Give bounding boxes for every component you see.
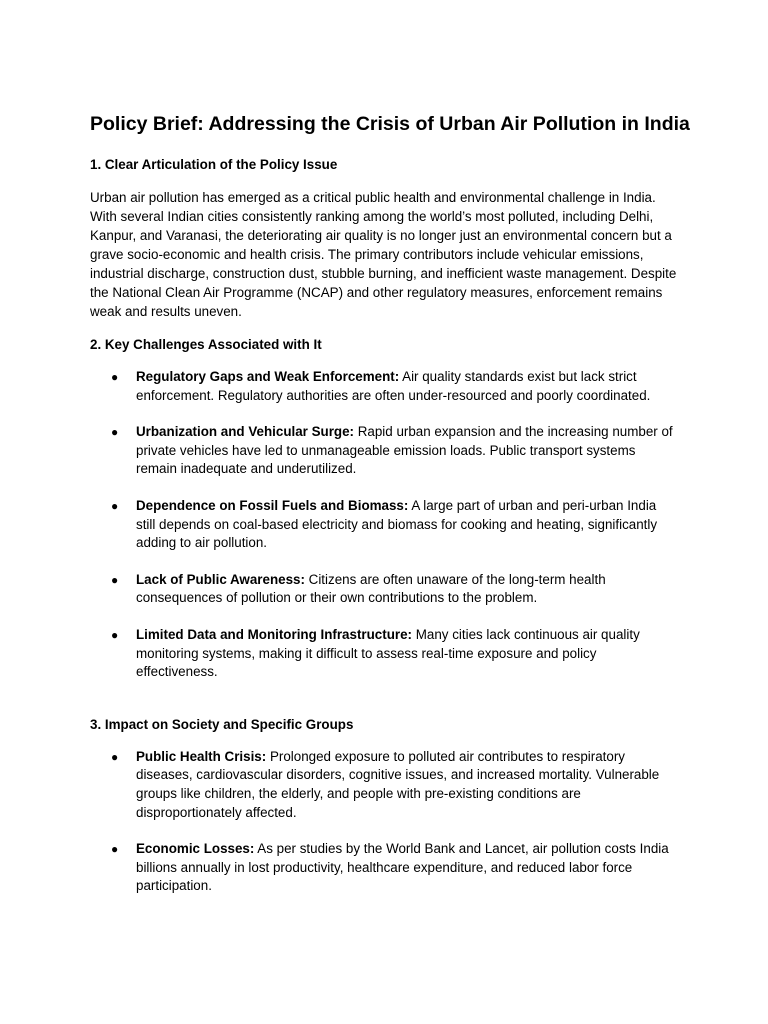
bullet-text: Air quality standards exist but lack strict enforcement. Regulatory authorities are often under-resourced and poorly coordinated. — [136, 369, 651, 403]
section-policy-issue — [90, 156, 678, 321]
bullet-text: As per studies by the World Bank and Lancet, air pollution costs India billions annually in lost productivity, healthcare expenditure, and reduced labor force participation. — [136, 841, 669, 894]
bullet-icon: ● — [111, 749, 119, 764]
bullet-list — [90, 368, 678, 682]
section-heading: 2. Key Challenges Associated with It — [90, 337, 322, 352]
section-heading: 1. Clear Articulation of the Policy Issue — [90, 157, 338, 172]
list-item — [90, 840, 678, 896]
bullet-lead: Economic Losses: — [136, 841, 255, 857]
bullet-text: Rapid urban expansion and the increasing number of private vehicles have led to unmanageable emission loads. Public transport systems remain inadequate and underutilized. — [136, 424, 673, 477]
bullet-icon: ● — [111, 370, 119, 384]
bullet-lead: Lack of Public Awareness: — [136, 571, 305, 587]
bullet-text: Prolonged exposure to polluted air contributes to respiratory diseases, cardiovascular disorders, cognitive issues, and increased mortality. Vulnerable groups like children, the elderly, and people with pre-existing conditions are disproportionately affected. — [136, 748, 660, 820]
bullet-list — [90, 748, 678, 896]
bullet-text: Many cities lack continuous air quality monitoring systems, making it difficult to assess real-time exposure and policy effectiveness. — [136, 626, 640, 680]
bullet-text: Citizens are often unaware of the long-term health consequences of pollution or their own contributions to the problem. — [136, 571, 606, 606]
list-item — [90, 571, 678, 608]
section-heading: 3. Impact on Society and Specific Groups — [90, 716, 354, 732]
section-impact-on-society — [90, 716, 678, 896]
bullet-text: A large part of urban and peri-urban India still depends on coal-based electricity and biomass for cooking and heating, significantly adding to air pollution. — [136, 497, 658, 551]
list-item — [90, 497, 678, 553]
list-item — [90, 626, 678, 682]
bullet-lead: Dependence on Fossil Fuels and Biomass: — [136, 497, 409, 513]
bullet-icon: ● — [111, 842, 119, 857]
bullet-lead: Urbanization and Vehicular Surge: — [136, 424, 355, 440]
bullet-lead: Regulatory Gaps and Weak Enforcement: — [136, 369, 400, 384]
list-item — [90, 748, 678, 822]
bullet-lead: Public Health Crisis: — [136, 748, 267, 764]
section-key-challenges — [90, 336, 678, 682]
document-title: Policy Brief: Addressing the Crisis of Urban Air Pollution in India — [90, 113, 690, 135]
bullet-lead: Limited Data and Monitoring Infrastructure: — [136, 626, 413, 642]
bullet-icon: ● — [111, 572, 119, 587]
list-item — [90, 423, 678, 479]
bullet-icon: ● — [111, 498, 119, 513]
section-paragraph: Urban air pollution has emerged as a critical public health and environmental challenge in India. With several Indian cities consistently ranking among the world’s most polluted, including Delhi, Kanpur, and Varanasi, the deteriorating air quality is no longer just an environmental concern but a grave socio-economic and health crisis. The primary contributors include vehicular emissions, industrial discharge, construction dust, stubble burning, and inefficient waste management. Despite the National Clean Air Programme (NCAP) and other regulatory measures, enforcement remains weak and results uneven. — [90, 190, 677, 319]
bullet-icon: ● — [111, 627, 119, 642]
bullet-icon: ● — [111, 425, 119, 440]
list-item — [90, 368, 678, 405]
